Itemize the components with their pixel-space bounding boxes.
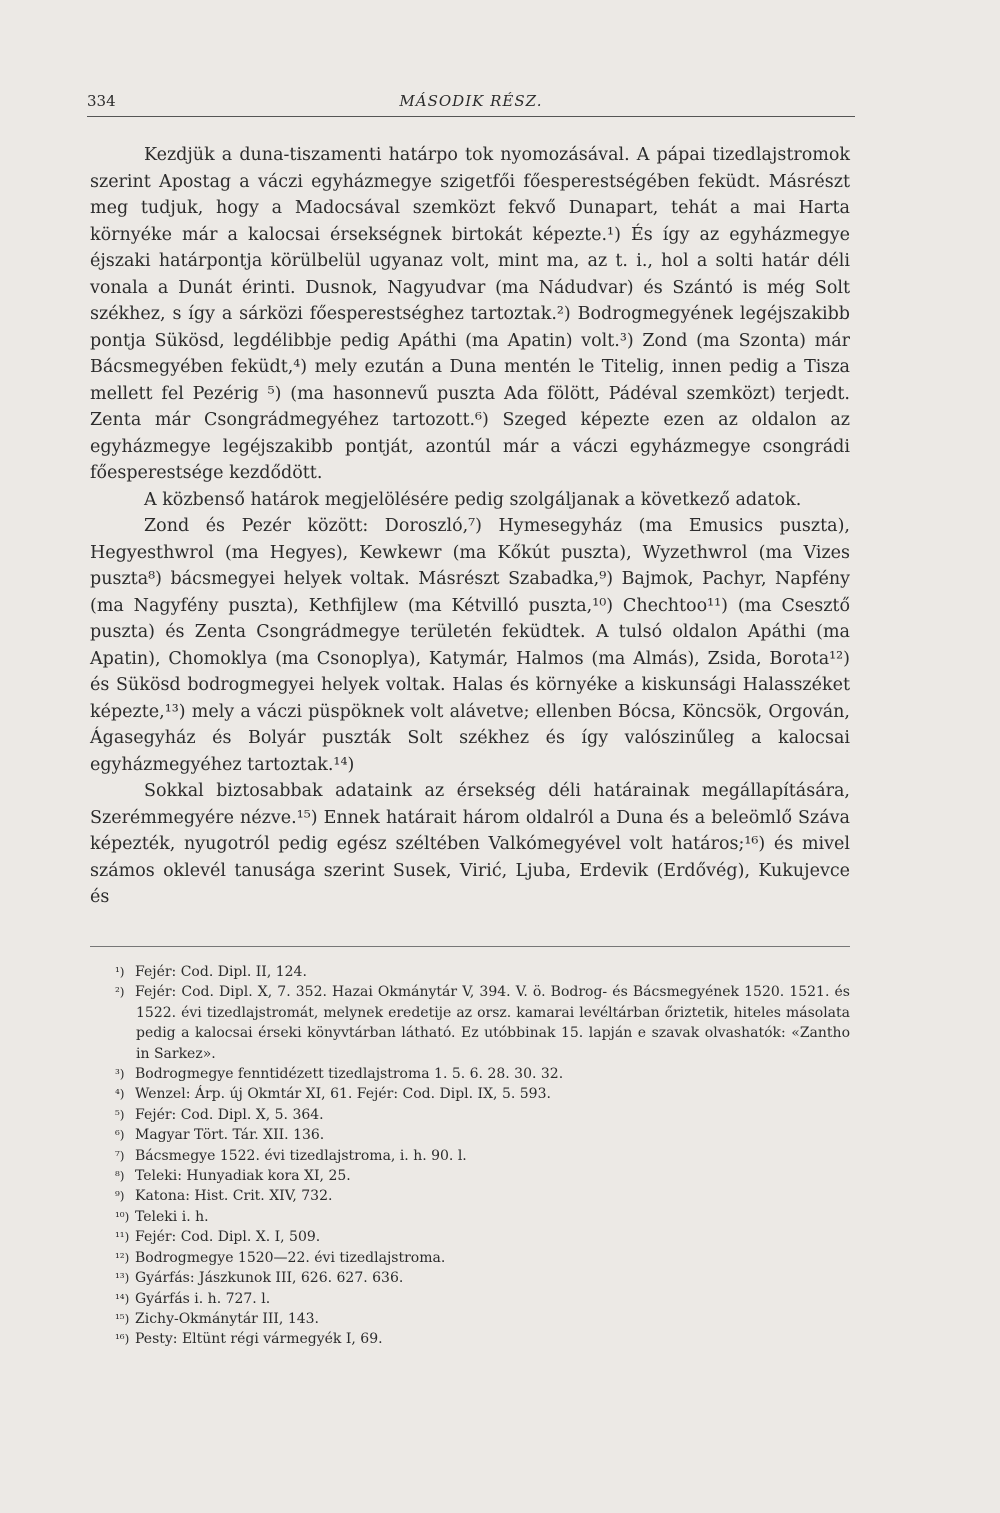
- footnote-mark: ⁷): [115, 1148, 125, 1163]
- footnote-mark: ⁶): [115, 1128, 125, 1143]
- footnote: [90, 1186, 850, 1206]
- paragraph: Kezdjük a duna-tiszamenti határpo tok nyomozásával. A pápai tizedlajstromok szerint Apostag a váczi egyházmegye szigetfői főesperestségében feküdt. Másrészt meg tudjuk, hogy a Madocsával szemközt fekvő Dunapart, tehát a mai Harta környéke már a kalocsai érsekségnek birtokát képezte.¹) És így az egyházmegye éjszaki határpontja körülbelül ugyanaz volt, mint ma, az t. i., hol a solti határ déli vonala a Dunát érinti. Dusnok, Nagyudvar (ma Nádudvar) és Szántó is még Solt székhez, s így a sárközi főesperestséghez tartoztak.²) Bodrogmegyének legéjszakibb pontja Sükösd, legdélibbje pedig Apáthi (ma Apatin) volt.³) Zond (ma Szonta) már Bácsmegyében feküdt,⁴) mely ezután a Duna mentén le Titelig, innen pedig a Tisza mellett fel Pezérig ⁵) (ma hasonnevű puszta Ada fölött, Pádéval szemközt) terjedt. Zenta már Csongrádmegyéhez tartozott.⁶) Szeged képezte ezen az oldalon az egyházmegye legéjszakibb pontját, azontúl már a váczi egyházmegye csongrádi főesperestsége kezdődött.: [90, 145, 850, 483]
- footnote-text: Pesty: Eltünt régi vármegyék I, 69.: [135, 1331, 383, 1348]
- footnote-text: Fejér: Cod. Dipl. X, 7. 352. Hazai Okmánytár V, 394. V. ö. Bodrog- és Bácsmegyének 1520. 1521. és 1522. évi tizedlajstromát, melynek eredetije az orsz. kamarai levéltárban őriztetik, hiteles másolata pedig a kalocsai érseki könyvtárban látható. Ez utóbbinak 15. lapján e szavak olvashatók: «Zantho in Sarkez».: [135, 984, 850, 1062]
- footnote-mark: ³): [115, 1067, 125, 1082]
- footnote-mark: ²): [115, 985, 125, 1000]
- footnote-text: Bodrogmegye fenntidézett tizedlajstroma 1. 5. 6. 28. 30. 32.: [135, 1066, 564, 1083]
- footnote-text: Gyárfás i. h. 727. l.: [135, 1290, 271, 1307]
- footnote: [90, 1064, 850, 1084]
- footnote-text: Teleki: Hunyadiak kora XI, 25.: [135, 1168, 351, 1185]
- footnote-text: Wenzel: Árp. új Okmtár XI, 61. Fejér: Cod. Dipl. IX, 5. 593.: [135, 1086, 551, 1103]
- footnote: [90, 982, 850, 1064]
- footnote: [90, 1329, 850, 1349]
- running-title: MÁSODIK RÉSZ.: [399, 92, 543, 110]
- footnote-mark: ¹⁶): [115, 1332, 130, 1347]
- paragraph: Zond és Pezér között: Doroszló,⁷) Hymesegyház (ma Emusics puszta), Hegyesthwrol (ma Hegyes), Kewkewr (ma Kőkút puszta), Wyzethwrol (ma Vizes puszta⁸) bácsmegyei helyek voltak. Másrészt Szabadka,⁹) Bajmok, Pachyr, Napfény (ma Nagyfény puszta), Kethfijlew (ma Kétvilló puszta,¹⁰) Chechtoo¹¹) (ma Csesztő puszta) és Zenta Csongrádmegye területén feküdtek. A tulsó oldalon Apáthi (ma Apatin), Chomoklya (ma Csonoplya), Katymár, Halmos (ma Almás), Zsida, Borota¹²) és Sükösd bodrogmegyei helyek voltak. Halas és környéke a kiskunsági Halasszéket képezte,¹³) mely a váczi püspöknek volt alávetve; ellenben Bócsa, Köncsök, Orgován, Ágasegyház és Bolyár puszták Solt székhez és így valószinűleg a kalocsai egyházmegyéhez tartoztak.¹⁴): [90, 516, 850, 775]
- footnote: [90, 1166, 850, 1186]
- footnote: [90, 1125, 850, 1145]
- footnote-text: Fejér: Cod. Dipl. X. I, 509.: [135, 1229, 321, 1246]
- footnote: [90, 1248, 850, 1268]
- footnote: [90, 1105, 850, 1125]
- footnote-text: Teleki i. h.: [135, 1208, 209, 1225]
- page-number: 334: [87, 92, 116, 110]
- footnote-mark: ⁹): [115, 1189, 125, 1204]
- footnote: [90, 962, 850, 982]
- paragraph: A közbenső határok megjelölésére pedig szolgáljanak a következő adatok.: [144, 489, 802, 510]
- footnote-mark: ⁵): [115, 1107, 125, 1122]
- footnote: [90, 1268, 850, 1288]
- footnote-separator: [90, 946, 850, 947]
- footnote-text: Bácsmegye 1522. évi tizedlajstroma, i. h. 90. l.: [135, 1147, 467, 1164]
- footnote-mark: ¹⁰): [115, 1209, 130, 1224]
- footnote: [90, 1309, 850, 1329]
- paragraph: Sokkal biztosabbak adataink az érsekség déli határainak megállapítására, Szerémmegyére nézve.¹⁵) Ennek határait három oldalról a Duna és a beleömlő Száva képezték, nyugotról pedig egész széltében Valkómegyével volt határos;¹⁶) és mivel számos oklevél tanusága szerint Susek, Virić, Ljuba, Erdevik (Erdővég), Kukujevce és: [90, 781, 850, 907]
- footnote-text: Bodrogmegye 1520—22. évi tizedlajstroma.: [135, 1249, 446, 1266]
- footnote-text: Magyar Tört. Tár. XII. 136.: [135, 1127, 325, 1144]
- footnote-text: Zichy-Okmánytár III, 143.: [135, 1310, 319, 1327]
- footnote-mark: ⁸): [115, 1169, 125, 1184]
- footnote-mark: ⁴): [115, 1087, 125, 1102]
- footnote-mark: ¹⁵): [115, 1311, 130, 1326]
- footnote-mark: ¹²): [115, 1250, 130, 1265]
- footnote: [90, 1146, 850, 1166]
- footnotes: [90, 962, 850, 1350]
- footnote-mark: ¹): [115, 965, 125, 979]
- footnote-text: Fejér: Cod. Dipl. II, 124.: [135, 964, 307, 980]
- footnote-mark: ¹⁴): [115, 1291, 130, 1306]
- main-text: [90, 142, 850, 911]
- footnote: [90, 1207, 850, 1227]
- footnote: [90, 1084, 850, 1104]
- footnote-text: Katona: Hist. Crit. XIV, 732.: [135, 1188, 333, 1205]
- footnote: [90, 1289, 850, 1309]
- running-header: [87, 90, 855, 117]
- footnote-text: Fejér: Cod. Dipl. X, 5. 364.: [135, 1106, 324, 1123]
- footnote: [90, 1227, 850, 1247]
- footnote-mark: ¹¹): [115, 1230, 130, 1245]
- footnote-mark: ¹³): [115, 1271, 130, 1286]
- footnote-text: Gyárfás: Jászkunok III, 626. 627. 636.: [135, 1270, 404, 1287]
